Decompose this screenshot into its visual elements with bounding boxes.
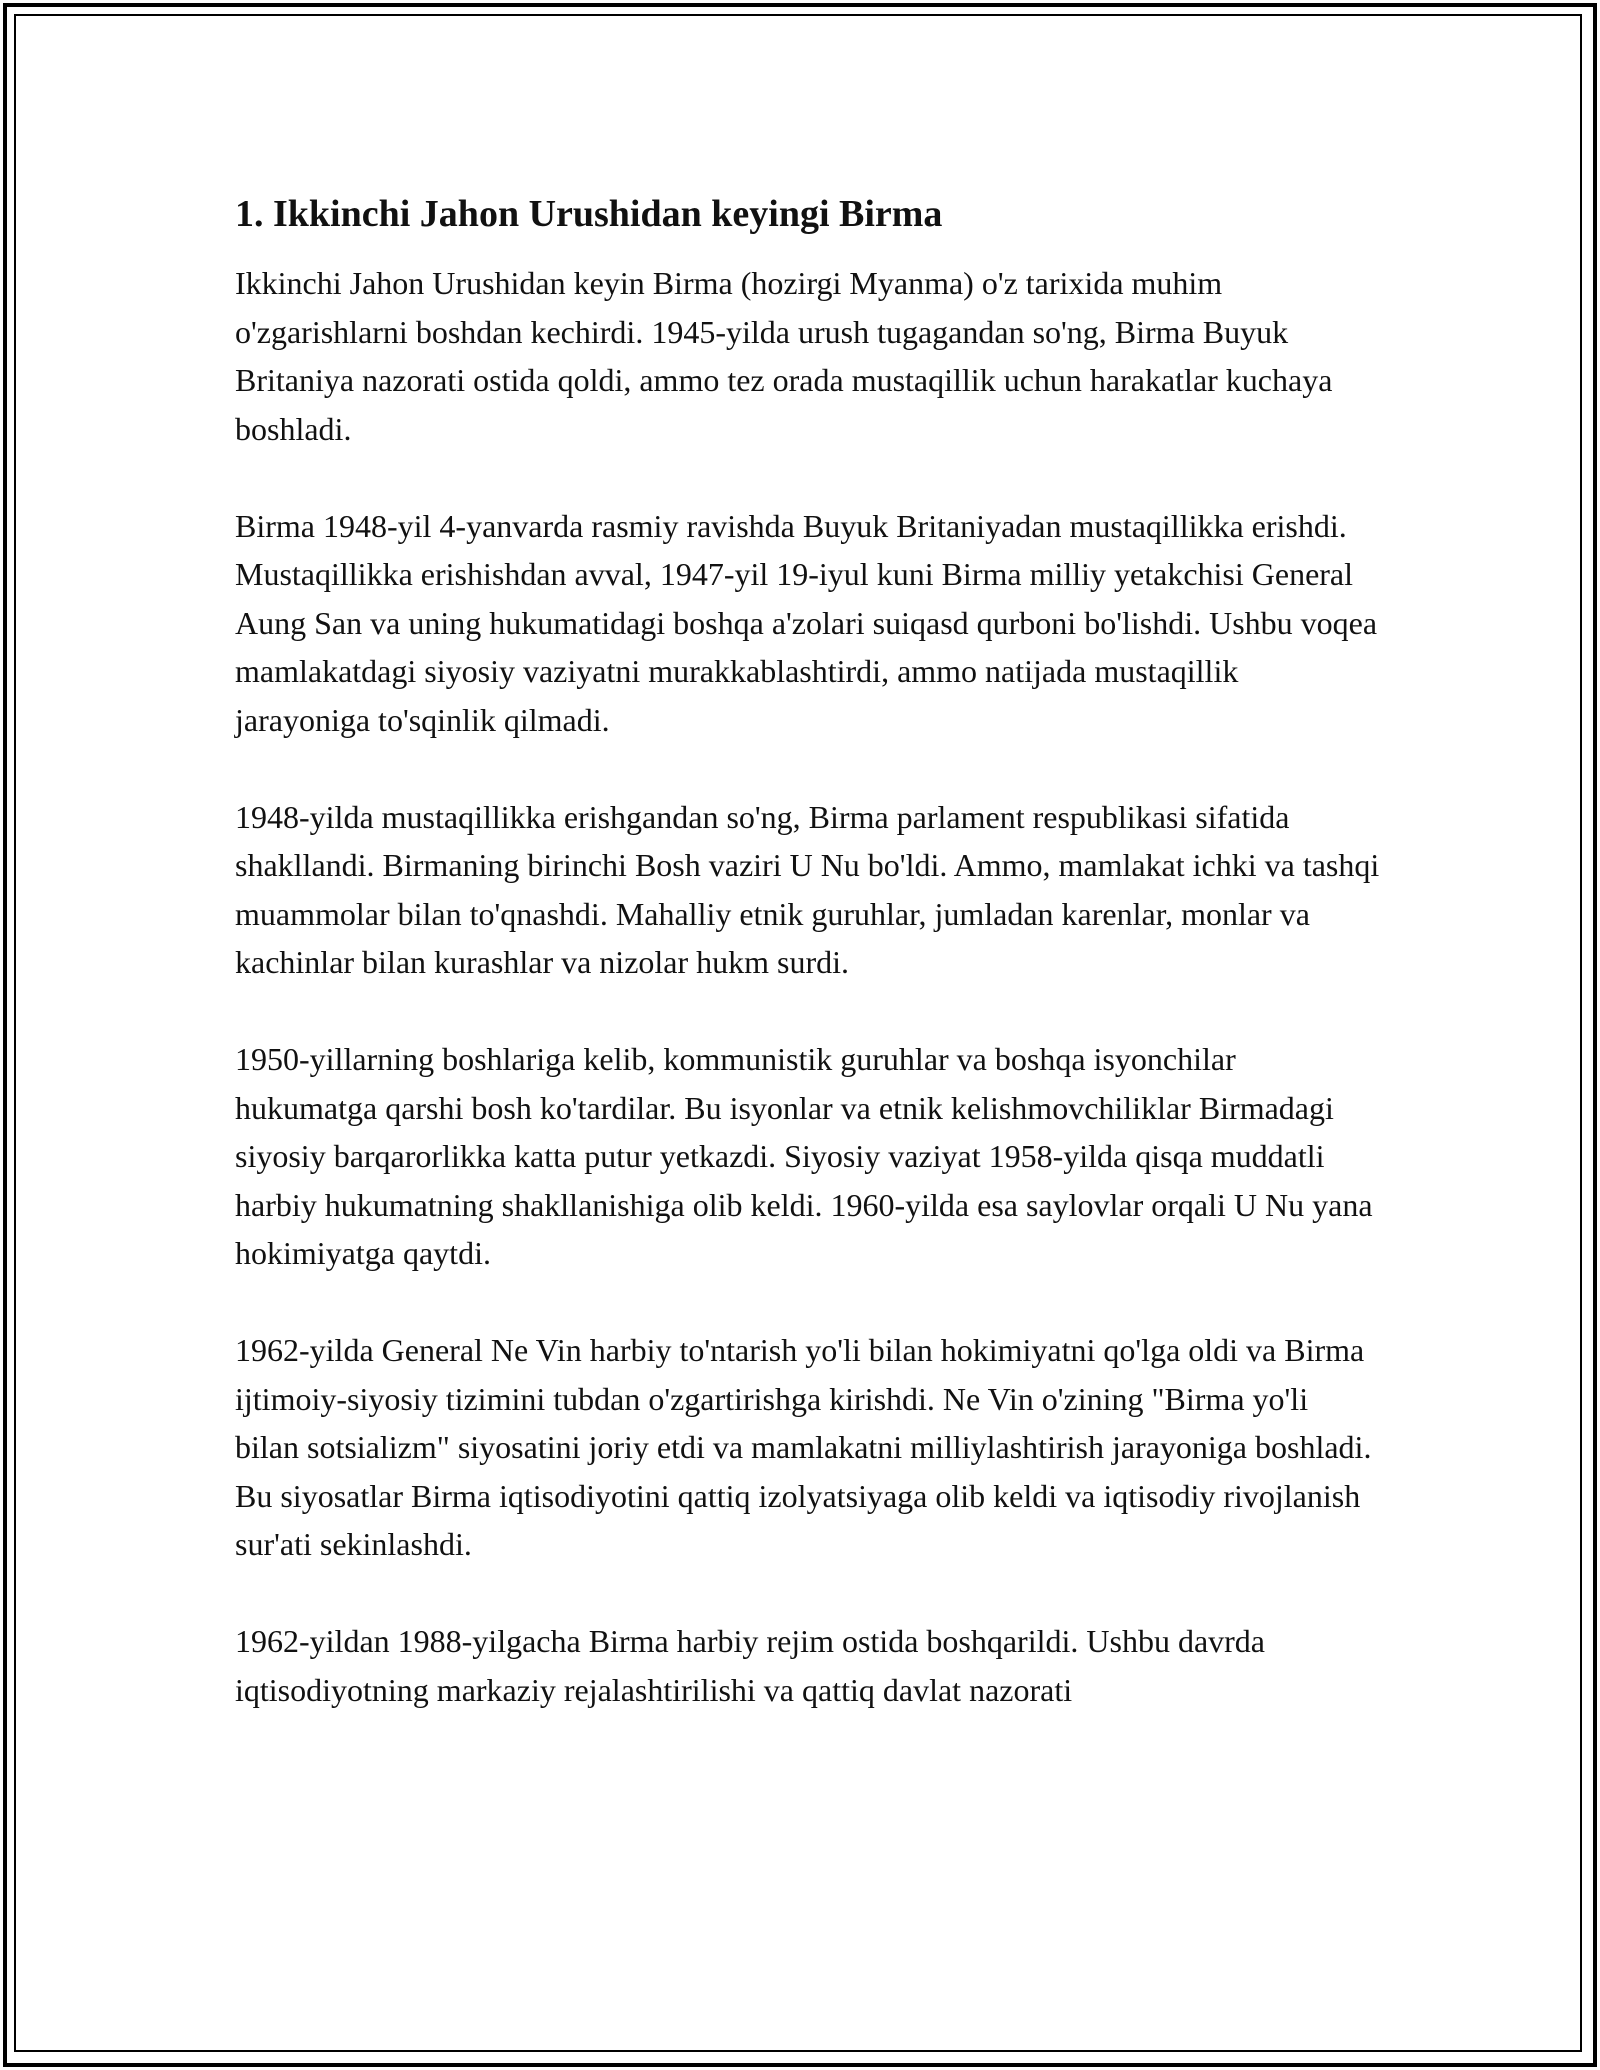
paragraph-6: 1962-yildan 1988-yilgacha Birma harbiy rejim ostida boshqarildi. Ushbu davrda iqtisodiyotning markaziy rejalashtirilishi va qattiq davlat nazorati: [235, 1623, 1265, 1708]
paragraph-1: Ikkinchi Jahon Urushidan keyin Birma (hozirgi Myanma) o'z tarixida muhim o'zgarishlarni boshdan kechirdi. 1945-yilda urush tugagandan so'ng, Birma Buyuk Britaniya nazorati ostida qoldi, ammo tez orada mustaqillik uchun harakatlar kuchaya boshladi.: [235, 265, 1333, 447]
paragraph-5: 1962-yilda General Ne Vin harbiy to'ntarish yo'li bilan hokimiyatni qo'lga oldi va Birma ijtimoiy-siyosiy tizimini tubdan o'zgartirishga kirishdi. Ne Vin o'zining "Birma yo'li bilan sotsializm" siyosatini joriy etdi va mamlakatni milliylashtirish jarayoniga boshladi. Bu siyosatlar Birma iqtisodiyotini qattiq izolyatsiyaga olib keldi va iqtisodiy rivojlanish sur'ati sekinlashdi.: [235, 1332, 1372, 1562]
paragraph-3: 1948-yilda mustaqillikka erishgandan so'ng, Birma parlament respublikasi sifatida shakllandi. Birmaning birinchi Bosh vaziri U Nu bo'ldi. Ammo, mamlakat ichki va tashqi muammolar bilan to'qnashdi. Mahalliy etnik guruhlar, jumladan karenlar, monlar va kachinlar bilan kurashlar va nizolar hukm surdi.: [235, 798, 1380, 980]
paragraph-2: Birma 1948-yil 4-yanvarda rasmiy ravishda Buyuk Britaniyadan mustaqillikka erishdi. Mustaqillikka erishishdan avval, 1947-yil 19-iyul kuni Birma milliy yetakchisi General Aung San va uning hukumatidagi boshqa a'zolari suiqasd qurboni bo'lishdi. Ushbu voqea mamlakatdagi siyosiy vaziyatni murakkablashtirdi, ammo natijada mustaqillik jarayoniga to'sqinlik qilmadi.: [235, 507, 1378, 738]
paragraph-4: 1950-yillarning boshlariga kelib, kommunistik guruhlar va boshqa isyonchilar hukumatga qarshi bosh ko'tardilar. Bu isyonlar va etnik kelishmovchiliklar Birmadagi siyosiy barqarorlikka katta putur yetkazdi. Siyosiy vaziyat 1958-yilda qisqa muddatli harbiy hukumatning shakllanishiga olib keldi. 1960-yilda esa saylovlar orqali U Nu yana hokimiyatga qaytdi.: [235, 1041, 1373, 1271]
document-body: [235, 188, 1380, 1714]
section-heading: 1. Ikkinchi Jahon Urushidan keyingi Birma: [235, 193, 943, 235]
